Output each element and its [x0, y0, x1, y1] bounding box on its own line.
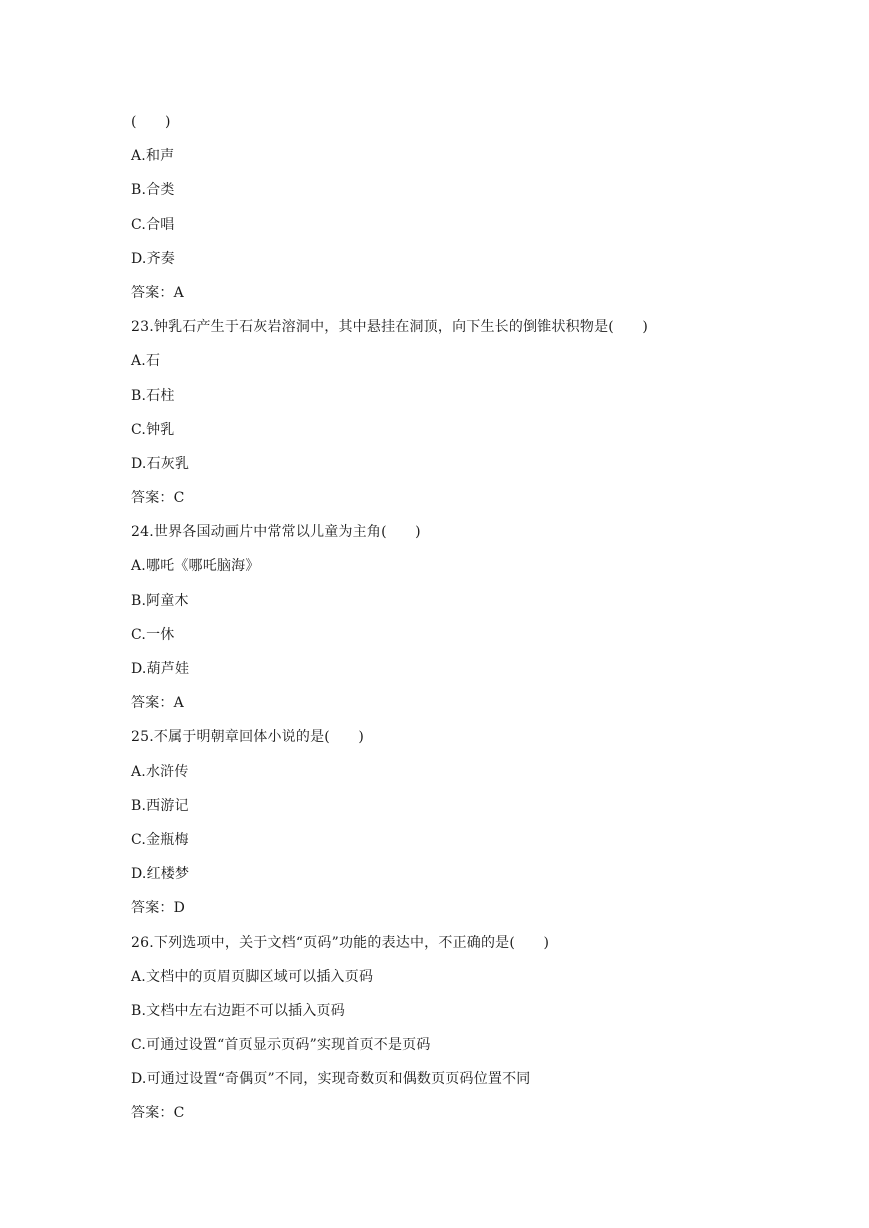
answer: 答案：A: [131, 284, 184, 301]
option-a: A.石: [131, 353, 161, 370]
question-tail: ( ): [131, 114, 171, 130]
option-c: C.可通过设置“首页显示页码”实现首页不是页码: [131, 1037, 431, 1054]
option-a: A.文档中的页眉页脚区域可以插入页码: [131, 968, 374, 985]
option-a: A.哪吒《哪吒脑海》: [131, 558, 260, 575]
option-b: B.合类: [131, 182, 175, 199]
option-c: C.合唱: [131, 216, 175, 233]
option-d: D.可通过设置“奇偶页”不同，实现奇数页和偶数页页码位置不同: [131, 1071, 531, 1088]
option-d: D.齐奏: [131, 250, 175, 267]
option-b: B.文档中左右边距不可以插入页码: [131, 1002, 345, 1019]
option-d: D.石灰乳: [131, 455, 190, 472]
option-c: C.一休: [131, 626, 175, 643]
document-page: [131, 110, 771, 1136]
option-a: A.和声: [131, 148, 175, 165]
option-b: B.西游记: [131, 797, 189, 814]
answer: 答案：C: [131, 490, 185, 507]
question-26: 26.下列选项中，关于文档“页码”功能的表达中，不正确的是( ): [131, 934, 550, 951]
question-24: 24.世界各国动画片中常常以儿童为主角( ): [131, 524, 421, 541]
option-d: D.葫芦娃: [131, 661, 190, 677]
option-c: C.钟乳: [131, 421, 175, 438]
question-25: 25.不属于明朝章回体小说的是( ): [131, 729, 364, 746]
option-b: B.阿童木: [131, 592, 189, 609]
option-b: B.石柱: [131, 387, 175, 404]
answer: 答案：D: [131, 900, 186, 917]
option-d: D.红楼梦: [131, 866, 190, 883]
option-c: C.金瓶梅: [131, 831, 189, 848]
answer: 答案：A: [131, 695, 184, 712]
option-a: A.水浒传: [131, 763, 189, 780]
answer: 答案：C: [131, 1105, 185, 1122]
question-23: 23.钟乳石产生于石灰岩溶洞中，其中悬挂在洞顶，向下生长的倒锥状积物是( ): [131, 319, 648, 336]
